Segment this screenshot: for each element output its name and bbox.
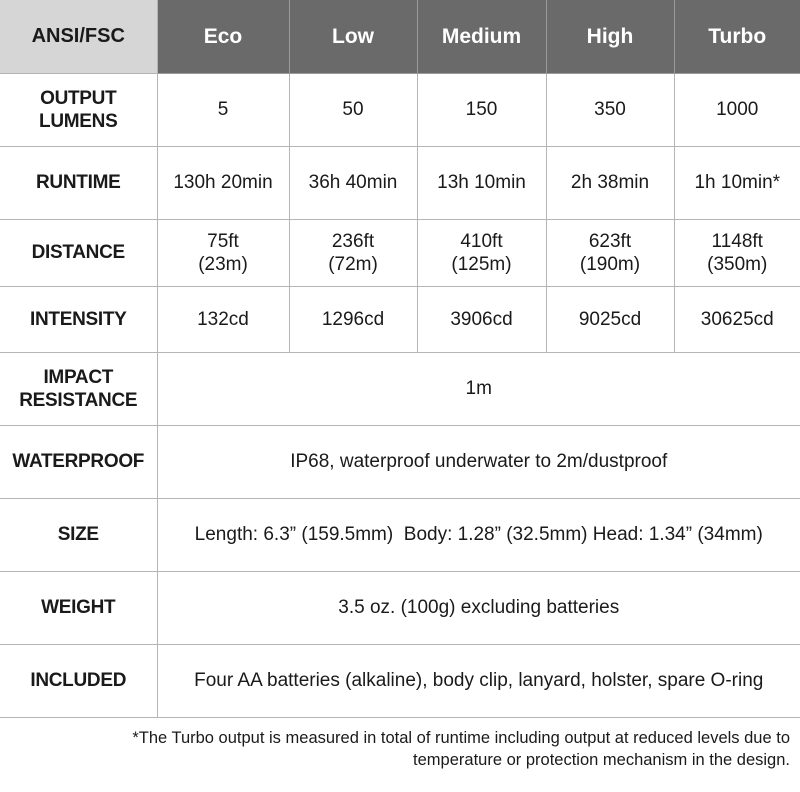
header-mode-turbo: Turbo xyxy=(674,0,800,73)
size-label: SIZE xyxy=(0,498,157,571)
distance-high xyxy=(546,219,674,286)
distance-low-ft: 236ft xyxy=(331,230,375,252)
output-row xyxy=(0,73,800,146)
output-label-line1: OUTPUT xyxy=(40,87,117,109)
distance-low-m: (72m) xyxy=(328,253,378,275)
distance-low xyxy=(289,219,417,286)
output-medium: 150 xyxy=(417,73,546,146)
size-row xyxy=(0,498,800,571)
runtime-high: 2h 38min xyxy=(546,146,674,219)
intensity-row xyxy=(0,286,800,352)
intensity-medium: 3906cd xyxy=(417,286,546,352)
distance-eco xyxy=(157,219,289,286)
runtime-medium: 13h 10min xyxy=(417,146,546,219)
output-label-line2: LUMENS xyxy=(39,110,118,132)
header-corner: ANSI/FSC xyxy=(0,0,157,73)
waterproof-label: WATERPROOF xyxy=(0,425,157,498)
impact-label-line2: RESISTANCE xyxy=(19,389,138,411)
distance-eco-m: (23m) xyxy=(198,253,248,275)
intensity-label: INTENSITY xyxy=(0,286,157,352)
output-turbo: 1000 xyxy=(674,73,800,146)
header-mode-medium: Medium xyxy=(417,0,546,73)
header-mode-eco: Eco xyxy=(157,0,289,73)
output-label xyxy=(0,73,157,146)
intensity-low: 1296cd xyxy=(289,286,417,352)
footnote-line2: temperature or protection mechanism in the design. xyxy=(413,751,790,769)
footnote xyxy=(30,727,790,771)
intensity-eco: 132cd xyxy=(157,286,289,352)
included-row xyxy=(0,644,800,717)
waterproof-value: IP68, waterproof underwater to 2m/dustproof xyxy=(157,425,800,498)
runtime-eco: 130h 20min xyxy=(157,146,289,219)
distance-turbo-m: (350m) xyxy=(707,253,768,275)
distance-turbo-ft: 1148ft xyxy=(711,230,763,252)
distance-medium-ft: 410ft xyxy=(460,230,503,252)
waterproof-row xyxy=(0,425,800,498)
header-row xyxy=(0,0,800,73)
footnote-line1: *The Turbo output is measured in total of runtime including output at reduced levels due to xyxy=(132,729,790,747)
distance-eco-ft: 75ft xyxy=(207,230,239,252)
impact-label xyxy=(0,352,157,425)
distance-high-ft: 623ft xyxy=(588,230,632,252)
header-mode-low: Low xyxy=(289,0,417,73)
output-low: 50 xyxy=(289,73,417,146)
runtime-low: 36h 40min xyxy=(289,146,417,219)
impact-value: 1m xyxy=(157,352,800,425)
runtime-label: RUNTIME xyxy=(0,146,157,219)
runtime-row xyxy=(0,146,800,219)
distance-medium-m: (125m) xyxy=(451,253,512,275)
weight-row xyxy=(0,571,800,644)
output-eco: 5 xyxy=(157,73,289,146)
distance-high-m: (190m) xyxy=(579,253,641,275)
distance-medium xyxy=(417,219,546,286)
output-high: 350 xyxy=(546,73,674,146)
weight-label: WEIGHT xyxy=(0,571,157,644)
runtime-turbo: 1h 10min* xyxy=(674,146,800,219)
distance-row xyxy=(0,219,800,286)
weight-value: 3.5 oz. (100g) excluding batteries xyxy=(157,571,800,644)
included-label: INCLUDED xyxy=(0,644,157,717)
intensity-turbo: 30625cd xyxy=(674,286,800,352)
included-value: Four AA batteries (alkaline), body clip, lanyard, holster, spare O-ring xyxy=(157,644,800,717)
header-mode-high: High xyxy=(546,0,674,73)
intensity-high: 9025cd xyxy=(546,286,674,352)
distance-turbo xyxy=(674,219,800,286)
impact-row xyxy=(0,352,800,425)
size-value: Length: 6.3” (159.5mm) Body: 1.28” (32.5mm) Head: 1.34” (34mm) xyxy=(157,498,800,571)
distance-label: DISTANCE xyxy=(0,219,157,286)
impact-label-line1: IMPACT xyxy=(43,366,114,388)
